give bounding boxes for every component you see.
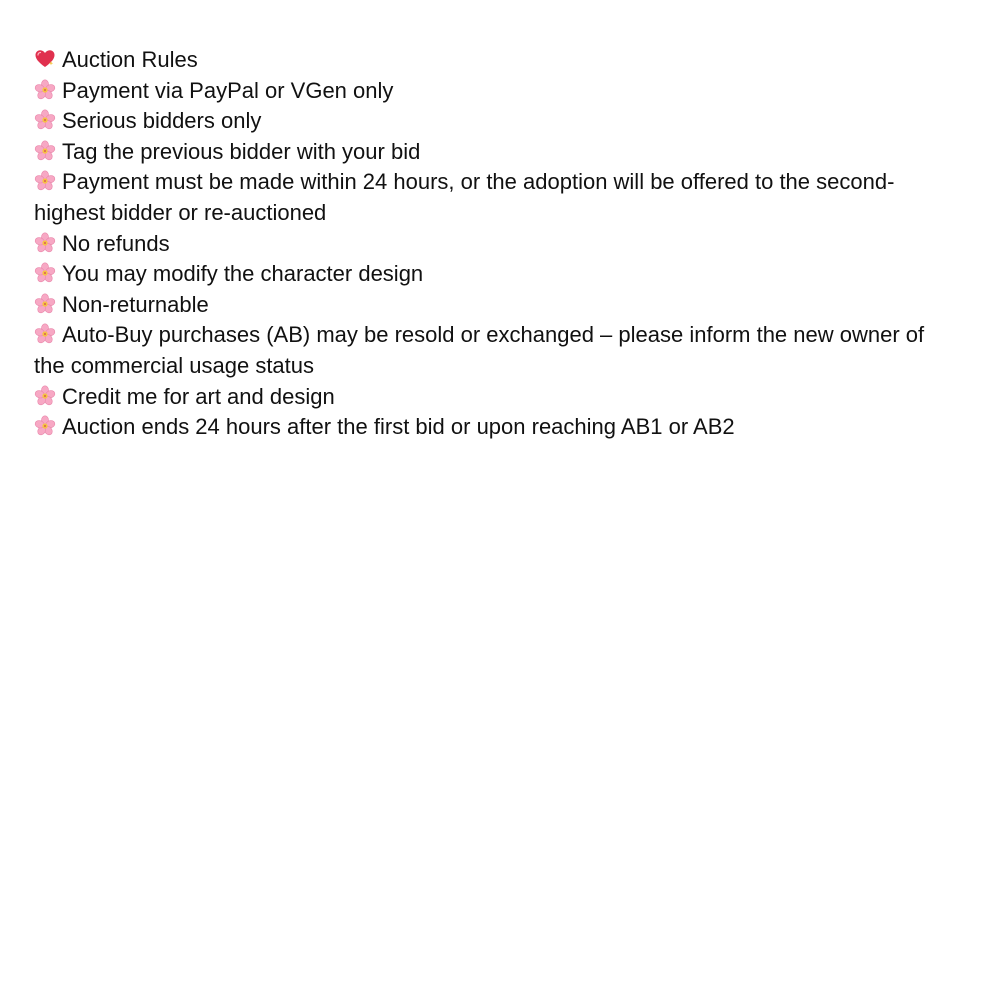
rule-text: Payment must be made within 24 hours, or the adoption will be offered to the second-highest bidder or re-auctioned	[34, 169, 895, 225]
rule-item	[34, 76, 934, 107]
cherry-blossom-icon	[34, 415, 56, 437]
auction-rules-document	[34, 45, 934, 443]
cherry-blossom-icon	[34, 385, 56, 407]
cherry-blossom-icon	[34, 109, 56, 131]
rule-item	[34, 290, 934, 321]
cherry-blossom-icon	[34, 170, 56, 192]
cherry-blossom-icon	[34, 232, 56, 254]
rule-item	[34, 229, 934, 260]
rule-text: Tag the previous bidder with your bid	[62, 138, 421, 164]
rule-text: Auction ends 24 hours after the first bid or upon reaching AB1 or AB2	[62, 414, 735, 440]
rule-item	[34, 106, 934, 137]
auction-rules-title	[34, 45, 934, 76]
rule-item	[34, 259, 934, 290]
rule-text: Payment via PayPal or VGen only	[62, 77, 394, 103]
rule-text: Auto-Buy purchases (AB) may be resold or exchanged – please inform the new owner of the commercial usage status	[34, 322, 925, 378]
title-text: Auction Rules	[62, 47, 198, 72]
rule-item	[34, 412, 934, 443]
rule-text: Non-returnable	[62, 291, 209, 317]
cherry-blossom-icon	[34, 262, 56, 284]
rule-item	[34, 167, 934, 228]
cherry-blossom-icon	[34, 140, 56, 162]
cherry-blossom-icon	[34, 293, 56, 315]
rule-item	[34, 320, 934, 381]
rule-text: You may modify the character design	[62, 261, 424, 287]
rule-text: Credit me for art and design	[62, 383, 335, 409]
rule-item	[34, 382, 934, 413]
rule-text: No refunds	[62, 230, 170, 256]
rules-list	[34, 76, 934, 443]
sparkling-heart-icon	[34, 48, 56, 70]
rule-text: Serious bidders only	[62, 108, 262, 134]
cherry-blossom-icon	[34, 323, 56, 345]
cherry-blossom-icon	[34, 79, 56, 101]
rule-item	[34, 137, 934, 168]
